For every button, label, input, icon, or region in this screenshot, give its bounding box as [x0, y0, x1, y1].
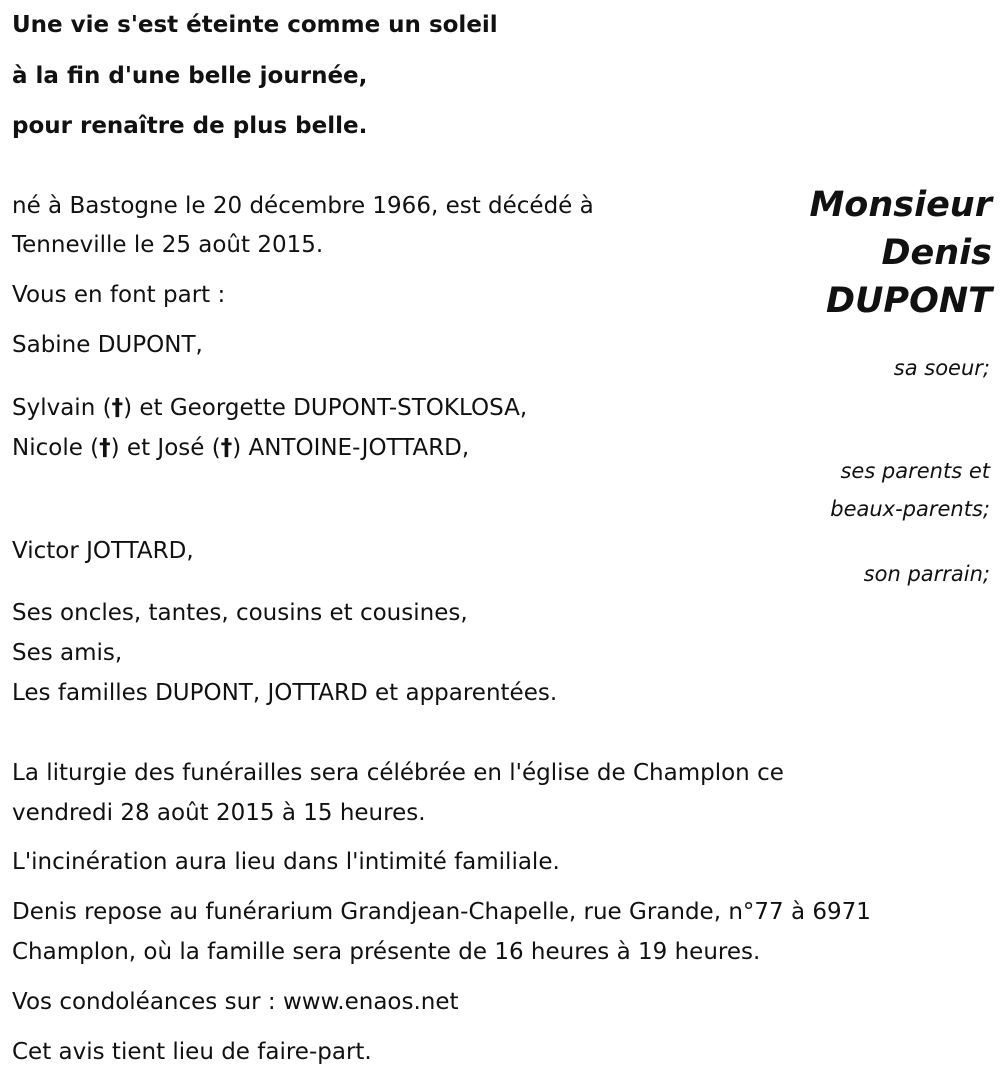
closing-line: Cet avis tient lieu de faire-part. — [12, 1039, 372, 1065]
deceased-first-name: Denis — [881, 233, 992, 273]
relation-sister: sa soeur; — [893, 356, 990, 380]
parents-line-1: Sylvain (†) et Georgette DUPONT-STOKLOSA, — [12, 395, 528, 421]
poem-line-1: Une vie s'est éteinte comme un soleil — [12, 12, 498, 38]
parents-line-2: Nicole (†) et José (†) ANTOINE-JOTTARD, — [12, 435, 470, 461]
deceased-last-name: DUPONT — [825, 281, 992, 321]
announce-line: Vous en font part : — [12, 282, 226, 308]
condolences-line: Vos condoléances sur : www.enaos.net — [12, 989, 459, 1015]
deceased-title: Monsieur — [809, 185, 992, 225]
liturgy-line-2: vendredi 28 août 2015 à 15 heures. — [12, 800, 426, 826]
godfather-name: Victor JOTTARD, — [12, 538, 194, 564]
cremation-line: L'incinération aura lieu dans l'intimité familiale. — [12, 849, 560, 875]
sister-name: Sabine DUPONT, — [12, 332, 203, 358]
intro-line-1: né à Bastogne le 20 décembre 1966, est décédé à — [12, 193, 594, 219]
cross-icon: † — [111, 395, 124, 421]
liturgy-line-1: La liturgie des funérailles sera célébrée en l'église de Champlon ce — [12, 760, 784, 786]
rest-line-1: Denis repose au funérarium Grandjean-Chapelle, rue Grande, n°77 à 6971 — [12, 899, 871, 925]
cross-icon: † — [220, 435, 233, 461]
poem-line-3: pour renaître de plus belle. — [12, 113, 368, 139]
relation-parents-1: ses parents et — [840, 459, 990, 483]
relation-parents-2: beaux-parents; — [830, 497, 990, 521]
others-line-3: Les familles DUPONT, JOTTARD et apparentées. — [12, 680, 558, 706]
rest-line-2: Champlon, où la famille sera présente de 16 heures à 19 heures. — [12, 939, 761, 965]
cross-icon: † — [99, 435, 111, 461]
poem-line-2: à la fin d'une belle journée, — [12, 63, 368, 89]
relation-godfather: son parrain; — [863, 562, 990, 586]
others-line-2: Ses amis, — [12, 640, 123, 666]
intro-line-2: Tenneville le 25 août 2015. — [12, 232, 324, 258]
others-line-1: Ses oncles, tantes, cousins et cousines, — [12, 600, 468, 626]
